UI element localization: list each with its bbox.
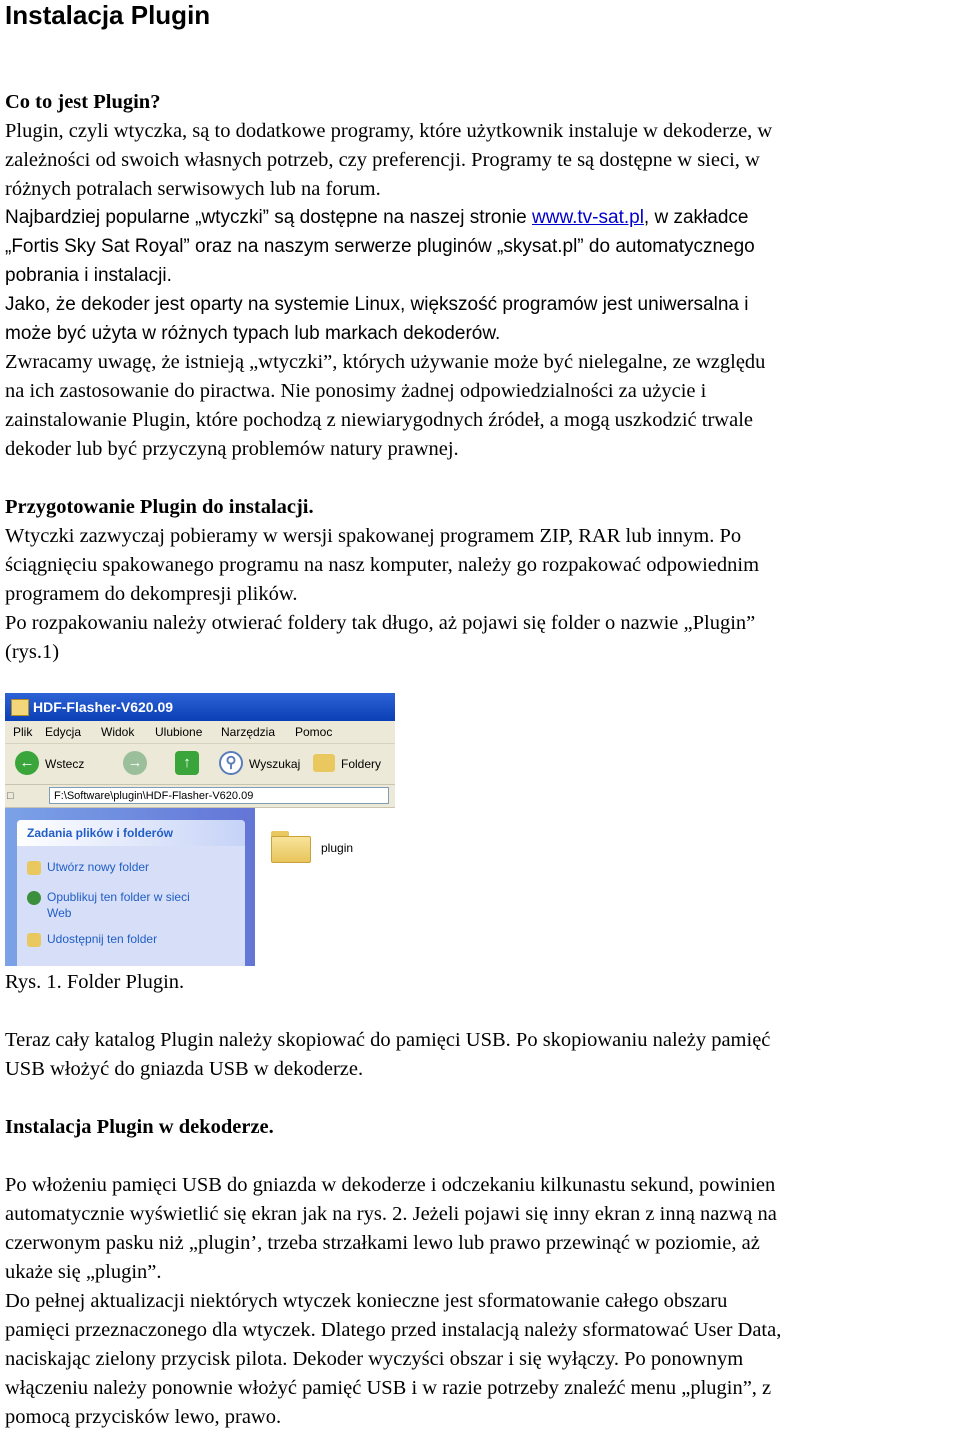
menu-bar — [5, 721, 395, 744]
section-heading: Co to jest Plugin? — [5, 91, 161, 113]
panel-header[interactable]: Zadania plików i folderów — [17, 820, 245, 846]
menu-item-view[interactable]: Widok — [101, 725, 135, 739]
task-label: Web — [47, 906, 72, 920]
plugin-folder-label[interactable]: plugin — [321, 841, 354, 855]
window-title: HDF-Flasher-V620.09 — [33, 699, 174, 715]
text-line: na ich zastosowanie do piractwa. Nie ponosimy żadnej odpowiedzialności za użycie i — [5, 380, 707, 402]
task-label: Opublikuj ten folder w sieci — [47, 890, 190, 904]
text-line: może być użyta w różnych typach lub markach dekoderów. — [5, 323, 501, 344]
folders-button-label[interactable]: Foldery — [341, 757, 382, 771]
text-line: (rys.1) — [5, 641, 60, 663]
text-line: pamięci przeznaczonego dla wtyczek. Dlatego przed instalacją należy sformatować User Data, — [5, 1319, 782, 1341]
text-fragment: Najbardziej popularne „wtyczki” są dostępne na naszej stronie — [5, 207, 532, 228]
text-line: dekoder lub być przyczyną problemów natury prawnej. — [5, 438, 459, 460]
address-label-icon: □ — [7, 790, 14, 802]
explorer-screenshot — [5, 693, 395, 966]
up-folder-icon[interactable]: ↑ — [175, 751, 199, 775]
figure-caption-block — [5, 968, 955, 997]
text-line: ukaże się „plugin”. — [5, 1261, 162, 1283]
text-line: włączeniu należy ponownie włożyć pamięć USB i w razie potrzeby znaleźć menu „plugin”, z — [5, 1377, 772, 1399]
new-folder-icon — [27, 861, 41, 875]
text-fragment: , w zakładce — [643, 207, 749, 228]
search-icon[interactable]: ⚲ — [219, 751, 243, 775]
text-line: Teraz cały katalog Plugin należy skopiować do pamięci USB. Po skopiowaniu należy pamięć — [5, 1029, 771, 1051]
task-label: Udostępnij ten folder — [47, 932, 158, 946]
file-folder-tasks-panel — [17, 820, 245, 966]
text-line — [5, 203, 955, 232]
address-input[interactable]: F:\Software\plugin\HDF-Flasher-V620.09 — [49, 787, 389, 804]
section-heading: Instalacja Plugin w dekoderze. — [5, 1116, 274, 1138]
text-line: Wtyczki zazwyczaj pobieramy w wersji spakowanej programem ZIP, RAR lub innym. Po — [5, 525, 742, 547]
menu-item-tools[interactable]: Narzędzia — [221, 725, 276, 739]
text-line: „Fortis Sky Sat Royal” oraz na naszym serwerze pluginów „skysat.pl” do automatycznego — [5, 236, 755, 257]
section-what-is-plugin — [5, 88, 955, 204]
folder-icon — [11, 699, 29, 716]
back-button-label[interactable]: Wstecz — [45, 757, 85, 771]
task-publish-web-cont[interactable] — [47, 906, 71, 920]
menu-item-favorites[interactable]: Ulubione — [155, 725, 203, 739]
text-line: pomocą przycisków lewo, prawo. — [5, 1406, 282, 1428]
text-line: różnych potralach serwisowych lub na forum. — [5, 178, 381, 200]
tv-sat-link[interactable]: www.tv-sat.pl — [532, 207, 644, 228]
section-preparation — [5, 493, 955, 667]
back-arrow-icon[interactable]: ← — [15, 751, 39, 775]
folders-icon[interactable] — [313, 754, 335, 772]
forward-arrow-icon[interactable]: → — [123, 751, 147, 775]
text-line: Plugin, czyli wtyczka, są to dodatkowe programy, które użytkownik instaluje w dekoderze, w — [5, 120, 773, 142]
menu-item-edit[interactable]: Edycja — [45, 725, 82, 739]
text-line: USB włożyć do gniazda USB w dekoderze. — [5, 1058, 364, 1080]
text-line: Po włożeniu pamięci USB do gniazda w dekoderze i odczekaniu kilkunastu sekund, powinien — [5, 1174, 776, 1196]
task-share-folder[interactable] — [27, 932, 157, 947]
plugin-folder-icon[interactable] — [271, 831, 311, 863]
globe-icon — [27, 891, 41, 905]
text-line: Do pełnej aktualizacji niektórych wtyczek konieczne jest sformatowanie całego obszaru — [5, 1290, 728, 1312]
menu-item-help[interactable]: Pomoc — [295, 725, 333, 739]
text-line: naciskając zielony przycisk pilota. Dekoder wyczyści obszar i się wyłączy. Po ponownym — [5, 1348, 744, 1370]
text-line: Zwracamy uwagę, że istnieją „wtyczki”, których używanie może być nielegalne, ze względu — [5, 351, 766, 373]
menu-item-file[interactable]: Plik — [13, 725, 33, 739]
share-folder-icon — [27, 933, 41, 947]
text-line: pobrania i instalacji. — [5, 265, 172, 286]
section-warning — [5, 348, 955, 464]
page-title: Instalacja Plugin — [5, 0, 211, 30]
task-new-folder[interactable] — [27, 860, 149, 875]
address-bar — [5, 785, 395, 808]
section-copy-usb — [5, 1026, 955, 1084]
task-label: Utwórz nowy folder — [47, 860, 150, 874]
task-publish-web[interactable] — [27, 890, 190, 905]
section-popular-plugins — [5, 203, 955, 348]
text-line: zależności od swoich własnych potrzeb, czy preferencji. Programy te są dostępne w sieci, w — [5, 149, 760, 171]
text-line: programem do dekompresji plików. — [5, 583, 298, 605]
text-line: czerwonym pasku niż „plugin’, trzeba strzałkami lewo lub prawo przewinąć w poziomie, aż — [5, 1232, 760, 1254]
section-install-heading — [5, 1113, 955, 1142]
section-install-body — [5, 1171, 955, 1432]
text-line: Po rozpakowaniu należy otwierać foldery tak długo, aż pojawi się folder o nazwie „Plugin” — [5, 612, 756, 634]
task-pane — [5, 808, 255, 966]
section-heading: Przygotowanie Plugin do instalacji. — [5, 496, 314, 518]
text-line: zainstalowanie Plugin, które pochodzą z niewiarygodnych źródeł, a mogą uszkodzić trwale — [5, 409, 753, 431]
search-button-label[interactable]: Wyszukaj — [249, 757, 301, 771]
window-titlebar — [5, 693, 395, 721]
text-line: automatycznie wyświetlić się ekran jak na rys. 2. Jeżeli pojawi się inny ekran z inną nazwą na — [5, 1203, 777, 1225]
figure-caption: Rys. 1. Folder Plugin. — [5, 971, 185, 993]
toolbar — [5, 744, 395, 785]
text-line: ściągnięciu spakowanego programu na nasz komputer, należy go rozpakować odpowiednim — [5, 554, 760, 576]
text-line: Jako, że dekoder jest oparty na systemie Linux, większość programów jest uniwersalna i — [5, 294, 749, 315]
